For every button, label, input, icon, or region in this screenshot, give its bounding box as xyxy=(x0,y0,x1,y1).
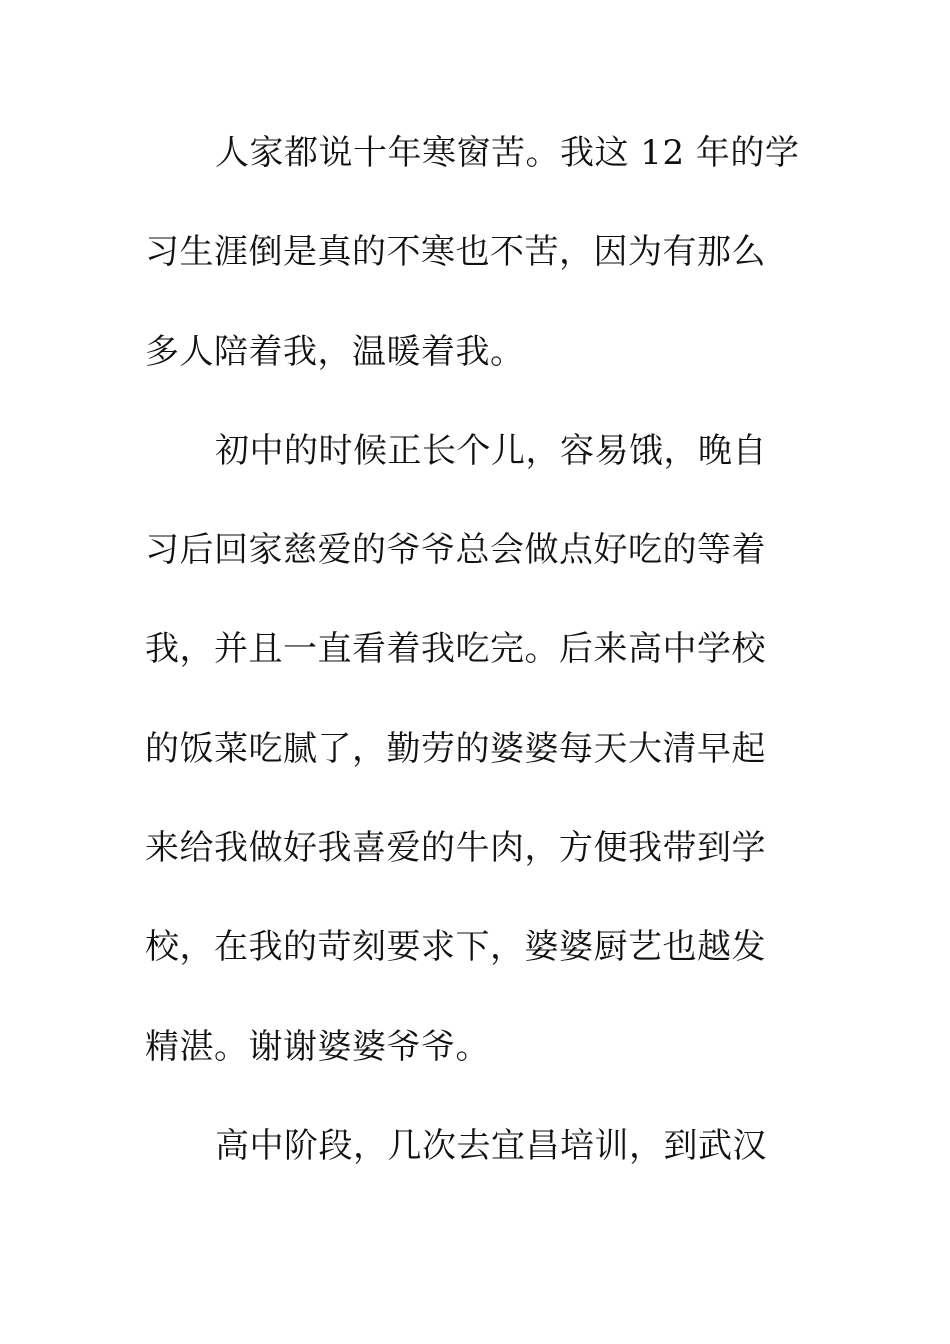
document-body xyxy=(145,118,800,1210)
paragraph-3-line-1: 高中阶段，几次去宜昌培训，到武汉 xyxy=(215,1125,767,1166)
paragraph-2-line-7: 精湛。谢谢婆婆爷爷。 xyxy=(145,1026,490,1067)
paragraph-1-line-1: 人家都说十年寒窗苦。我这 12 年的学 xyxy=(215,133,800,173)
paragraph-2-line-4: 的饭菜吃腻了，勤劳的婆婆每天大清早起 xyxy=(145,728,766,769)
paragraph-1-line-2: 习生涯倒是真的不寒也不苦，因为有那么 xyxy=(145,232,766,273)
paragraph-2-line-1: 初中的时候正长个儿，容易饿，晚自 xyxy=(215,430,767,471)
paragraph-2-line-2: 习后回家慈爱的爷爷总会做点好吃的等着 xyxy=(145,530,766,571)
paragraph-1-line-3: 多人陪着我，温暖着我。 xyxy=(145,331,525,372)
paragraph-2-line-3: 我，并且一直看着我吃完。后来高中学校 xyxy=(145,629,766,670)
paragraph-2-line-6: 校，在我的苛刻要求下，婆婆厨艺也越发 xyxy=(145,927,766,968)
paragraph-2-line-5: 来给我做好我喜爱的牛肉，方便我带到学 xyxy=(145,828,766,869)
